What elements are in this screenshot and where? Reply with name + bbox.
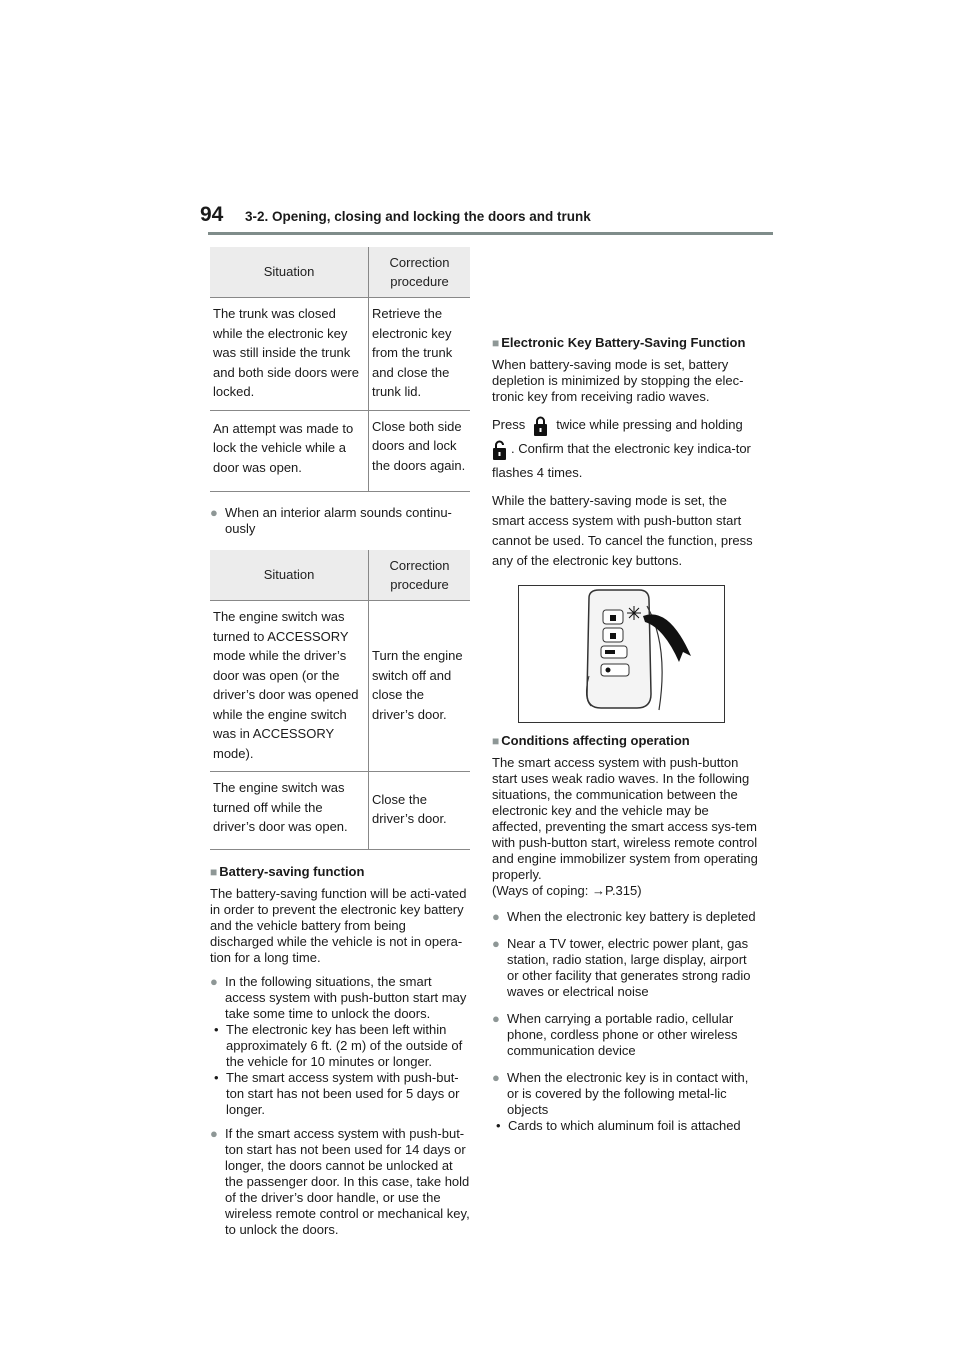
situation-cell: The engine switch was turned to ACCESSORY mode while the driver’s door was open (or the driver’s door was opened while the engine switch was in ACCESSORY mode). xyxy=(210,601,369,772)
list-item: ● When the electronic key battery is depleted xyxy=(492,909,756,924)
key-saving-p1: When battery-saving mode is set, battery depletion is minimized by stopping the elec-tronic key from receiving radio waves. xyxy=(492,357,744,404)
overflow-spacer xyxy=(492,245,758,329)
lock-icon xyxy=(533,415,548,437)
list-item: ● When carrying a portable radio, cellular phone, cordless phone or other wireless communication device xyxy=(492,1011,738,1058)
bullet-icon: ● xyxy=(210,1125,218,1141)
right-column xyxy=(492,245,758,1134)
bullet-icon: ● xyxy=(492,909,500,924)
conditions-coping: (Ways of coping: →P.315) xyxy=(492,883,642,898)
bullet-icon: ● xyxy=(492,1011,500,1026)
table-header-situation: Situation xyxy=(210,247,369,298)
bullet-unlock-delay xyxy=(210,974,472,1022)
bullet-interior-alarm xyxy=(210,505,472,537)
bullet-text: When an interior alarm sounds continu-ously xyxy=(225,505,452,536)
table-header-situation: Situation xyxy=(210,550,369,601)
bullet-icon: ● xyxy=(492,1070,500,1085)
list-item: ● Near a TV tower, electric power plant, gas station, radio station, large display, airport or other facility that generates strong radio waves or electrical noise xyxy=(492,936,751,999)
situation-cell: An attempt was made to lock the vehicle while a door was open. xyxy=(210,410,369,492)
key-saving-p2: Press twice while pressing and holding . Confirm that the electronic key indica-tor flashes 4 times. xyxy=(492,413,758,485)
bullet-14-days xyxy=(210,1126,472,1238)
conditions-intro: The smart access system with push-button start uses weak radio waves. In the following situations, the communication between the electronic key and the vehicle may be affected, preventing the smart access sys-tem with push-button start, wireless remote control and engine immobilizer system from operating properly. xyxy=(492,755,758,882)
table-row xyxy=(210,772,470,850)
table-situations-1 xyxy=(210,247,470,492)
table-row xyxy=(210,298,470,411)
electronic-key-illustration xyxy=(519,586,724,722)
page-number: 94 xyxy=(200,203,224,226)
correction-cell: Turn the engine switch off and close the driver’s door. xyxy=(369,601,471,772)
table-header-correction: Correction procedure xyxy=(369,550,471,601)
table-situations-2 xyxy=(210,550,470,850)
sub-bullet: • Cards to which aluminum foil is attached xyxy=(496,1118,741,1133)
correction-cell: Close both side doors and lock the doors again. xyxy=(369,410,471,492)
electronic-key-figure xyxy=(518,585,725,723)
bullet-text: In the following situations, the smart access system with push-button start may take some time to unlock the doors. xyxy=(225,973,467,1021)
bullet-icon: ● xyxy=(492,936,500,951)
square-bullet-icon: ■ xyxy=(492,336,500,350)
section-heading-conditions: ■ Conditions affecting operation xyxy=(492,733,690,748)
key-saving-p3: While the battery-saving mode is set, the smart access system with push-button start cannot be used. To cancel the function, press any of the electronic key buttons. xyxy=(492,493,753,568)
sub-bullet: • The smart access system with push-but-ton start has not been used for 5 days or longer. xyxy=(214,1069,460,1117)
correction-cell: Close the driver’s door. xyxy=(369,772,471,850)
situation-cell: The trunk was closed while the electronic key was still inside the trunk and both side doors were locked. xyxy=(210,298,369,411)
bullet-text: If the smart access system with push-but-ton start has not been used for 14 days or longer, the doors cannot be unlocked at the passenger door. In this case, take hold of the driver’s door handle, or use the wireless remote control or mechanical key, to unlock the doors. xyxy=(225,1125,470,1237)
header-rule xyxy=(208,232,773,235)
unlock-icon xyxy=(492,439,507,461)
table-header-correction: Correction procedure xyxy=(369,247,471,298)
bullet-icon: ● xyxy=(210,973,218,989)
situation-cell: The engine switch was turned off while the driver’s door was open. xyxy=(210,772,369,850)
bullet-icon: ● xyxy=(210,505,218,520)
square-bullet-icon: ■ xyxy=(492,734,500,748)
table-row xyxy=(210,410,470,492)
section-heading-battery-saving: ■ Battery-saving function xyxy=(210,863,365,879)
square-bullet-icon: ■ xyxy=(210,864,218,879)
battery-saving-intro: The battery-saving function will be acti-vated in order to prevent the electronic key battery and the vehicle battery from being discharged while the vehicle is not in opera-tion for a long time. xyxy=(210,885,467,965)
sub-bullet: • The electronic key has been left within approximately 6 ft. (2 m) of the outside of the vehicle for 10 minutes or longer. xyxy=(214,1021,463,1069)
left-column xyxy=(210,247,472,1245)
correction-cell: Retrieve the electronic key from the trunk and close the trunk lid. xyxy=(369,298,471,411)
section-title: 3-2. Opening, closing and locking the doors and trunk xyxy=(245,209,591,224)
section-heading-key-saving: ■ Electronic Key Battery-Saving Function xyxy=(492,335,746,350)
list-item: ● When the electronic key is in contact with, or is covered by the following metal-lic objects xyxy=(492,1070,749,1117)
table-row xyxy=(210,601,470,772)
